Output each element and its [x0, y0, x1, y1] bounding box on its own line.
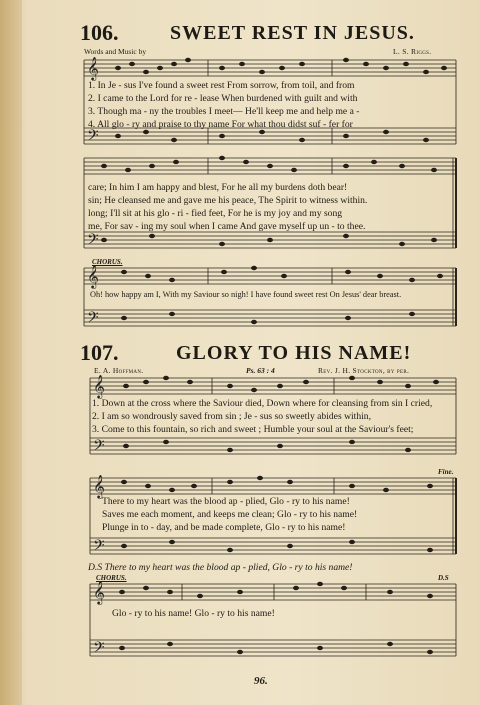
hymn-106-verse-1: 1. In Je - sus I've found a sweet rest From sorrow, from toil, and from — [88, 80, 355, 91]
bass-clef-icon: 𝄢 — [93, 537, 105, 557]
treble-clef-icon: 𝄞 — [93, 582, 105, 604]
hymn-106-verse-4-cont: me, For sav - ing my soul when I came And gave myself up un - to thee. — [88, 221, 366, 232]
hymn-106-chorus-label: CHORUS. — [92, 258, 123, 266]
hymn-106-verse-2-cont: sin; He cleansed me and gave me his peace, The Spirit to witness within. — [88, 195, 368, 206]
page-number: 96. — [254, 675, 268, 687]
hymn-107-verse-1: 1. Down at the cross where the Saviour died, Down where for cleansing from sin I cried, — [92, 398, 433, 409]
hymn-106-credit-left: Words and Music by — [84, 47, 147, 56]
hymn-106-verse-1-cont: care; In him I am happy and blest, For he all my burdens doth bear! — [88, 182, 348, 193]
hymn-107-number: 107. — [80, 340, 119, 365]
book-spine-shadow — [0, 0, 22, 705]
hymn-107-title: GLORY TO HIS NAME! — [176, 342, 412, 364]
hymn-106-chorus-lyric: Oh! how happy am I, With my Saviour so nigh! I have found sweet rest On Jesus' dear breast. — [90, 290, 402, 299]
bass-clef-icon: 𝄢 — [93, 639, 105, 659]
ds-marking: D.S — [438, 574, 449, 582]
hymn-107-refrain-3: Plunge in to - day, and be made complete, Glo - ry to his name! — [102, 522, 346, 533]
hymn-106-verse-3: 3. Though ma - ny the troubles I meet— He'll keep me and help me a - — [88, 106, 360, 117]
hymn-107-chorus-lyric: Glo - ry to his name! Glo - ry to his name! — [112, 608, 275, 619]
treble-clef-icon: 𝄞 — [93, 476, 105, 498]
hymn-107-refrain-2: Saves me each moment, and keeps me clean; Glo - ry to his name! — [102, 509, 358, 520]
bass-clef-icon: 𝄢 — [87, 127, 99, 147]
fine-marking: Fine. — [438, 468, 454, 476]
hymn-106-number: 106. — [80, 20, 119, 45]
hymn-107-author: E. A. Hoffman. — [94, 366, 144, 375]
hymn-107-refrain-1: There to my heart was the blood ap - plied, Glo - ry to his name! — [102, 496, 350, 507]
bass-clef-icon: 𝄢 — [87, 309, 99, 329]
hymn-107-verse-2: 2. I am so wondrously saved from sin ; Je - sus so sweetly abides within, — [92, 411, 371, 422]
ds-lyric-line: D.S There to my heart was the blood ap - plied, Glo - ry to his name! — [88, 562, 353, 573]
hymn-107-verse-3: 3. Come to this fountain, so rich and sweet ; Humble your soul at the Saviour's feet; — [92, 424, 414, 435]
hymn-107-composer: Rev. J. H. Stockton, by per. — [318, 366, 410, 375]
hymn-106-verse-4: 4. All glo - ry and praise to thy name For what thou didst suf - fer for — [88, 119, 353, 130]
bass-clef-icon: 𝄢 — [93, 437, 105, 457]
hymn-107-scripture-reference: Ps. 63 : 4 — [246, 366, 275, 375]
staff-system-6 — [90, 582, 456, 662]
treble-clef-icon: 𝄞 — [87, 266, 99, 288]
staff-system-1 — [84, 58, 456, 150]
treble-clef-icon: 𝄞 — [93, 376, 105, 398]
bass-clef-icon: 𝄢 — [87, 231, 99, 251]
hymn-106-verse-2: 2. I came to the Lord for re - lease When burdened with guilt and with — [88, 93, 358, 104]
hymn-107-chorus-label: CHORUS. — [96, 574, 127, 582]
hymn-106-composer: L. S. Riggs. — [393, 47, 432, 56]
treble-staff-lines — [84, 60, 456, 76]
bass-staff-lines — [84, 128, 456, 144]
hymn-106-verse-3-cont: long; I'll sit at his glo - ri - fied feet, For he is my joy and my song — [88, 208, 343, 219]
hymn-106-title: SWEET REST IN JESUS. — [170, 22, 415, 44]
treble-clef-icon: 𝄞 — [87, 58, 99, 80]
